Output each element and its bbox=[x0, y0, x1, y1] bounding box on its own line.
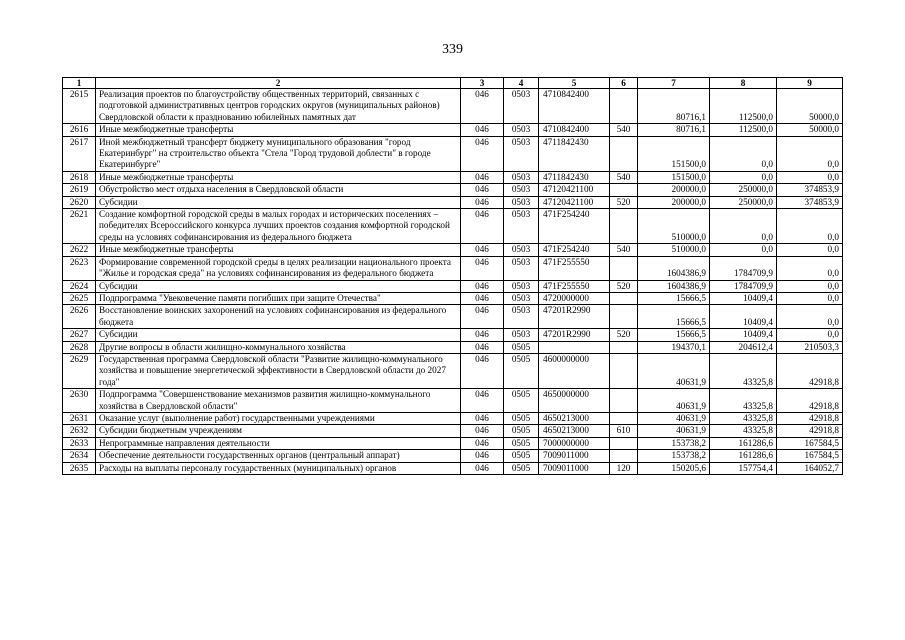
table-row bbox=[63, 196, 843, 208]
amount-year3-cell: 0,0 bbox=[777, 305, 843, 329]
target-code-cell: 4600000000 bbox=[539, 353, 610, 388]
amount-year2-cell: 161286,6 bbox=[710, 450, 777, 462]
section-code-cell: 0503 bbox=[504, 136, 539, 171]
amount-year3-cell: 0,0 bbox=[777, 244, 843, 256]
row-name-cell: Субсидии bbox=[96, 280, 461, 292]
row-number-cell: 2629 bbox=[63, 353, 96, 388]
budget-table bbox=[62, 77, 843, 475]
row-number-cell: 2615 bbox=[63, 89, 96, 124]
row-number-cell: 2616 bbox=[63, 124, 96, 136]
amount-year1-cell: 15666,5 bbox=[638, 329, 710, 341]
target-code-cell: 4650213000 bbox=[539, 425, 610, 437]
table-row bbox=[63, 136, 843, 171]
amount-year3-cell: 0,0 bbox=[777, 280, 843, 292]
amount-year2-cell: 43325,8 bbox=[710, 389, 777, 413]
ministry-code-cell: 046 bbox=[461, 462, 504, 474]
expense-type-cell bbox=[610, 292, 638, 304]
section-code-cell: 0503 bbox=[504, 305, 539, 329]
table-row bbox=[63, 412, 843, 424]
amount-year2-cell: 10409,4 bbox=[710, 329, 777, 341]
ministry-code-cell: 046 bbox=[461, 389, 504, 413]
row-number-cell: 2623 bbox=[63, 256, 96, 280]
expense-type-cell bbox=[610, 256, 638, 280]
table-row bbox=[63, 244, 843, 256]
row-number-cell: 2624 bbox=[63, 280, 96, 292]
ministry-code-cell: 046 bbox=[461, 450, 504, 462]
row-name-cell: Подпрограмма "Совершенствование механизмов развития жилищно-коммунального хозяйства в Свердловской области" bbox=[96, 389, 461, 413]
amount-year3-cell: 0,0 bbox=[777, 292, 843, 304]
ministry-code-cell: 046 bbox=[461, 171, 504, 183]
expense-type-cell bbox=[610, 412, 638, 424]
target-code-cell: 4711842430 bbox=[539, 171, 610, 183]
column-header: 5 bbox=[539, 78, 610, 89]
amount-year1-cell: 40631,9 bbox=[638, 353, 710, 388]
target-code-cell bbox=[539, 341, 610, 353]
row-number-cell: 2625 bbox=[63, 292, 96, 304]
column-header: 7 bbox=[638, 78, 710, 89]
table-row bbox=[63, 462, 843, 474]
row-name-cell: Реализация проектов по благоустройству общественных территорий, связанных с подготовкой административных центров городских округов (муниципальных районов) Свердловской области к празднованию юбилейных памятных дат bbox=[96, 89, 461, 124]
amount-year2-cell: 1784709,9 bbox=[710, 280, 777, 292]
row-number-cell: 2621 bbox=[63, 209, 96, 244]
amount-year3-cell: 50000,0 bbox=[777, 89, 843, 124]
amount-year3-cell: 42918,8 bbox=[777, 412, 843, 424]
amount-year1-cell: 153738,2 bbox=[638, 450, 710, 462]
amount-year1-cell: 510000,0 bbox=[638, 209, 710, 244]
row-number-cell: 2630 bbox=[63, 389, 96, 413]
expense-type-cell bbox=[610, 353, 638, 388]
amount-year2-cell: 0,0 bbox=[710, 171, 777, 183]
column-header: 4 bbox=[504, 78, 539, 89]
ministry-code-cell: 046 bbox=[461, 329, 504, 341]
row-number-cell: 2627 bbox=[63, 329, 96, 341]
ministry-code-cell: 046 bbox=[461, 425, 504, 437]
row-name-cell: Иные межбюджетные трансферты bbox=[96, 171, 461, 183]
amount-year3-cell: 0,0 bbox=[777, 256, 843, 280]
amount-year1-cell: 40631,9 bbox=[638, 425, 710, 437]
table-row bbox=[63, 341, 843, 353]
section-code-cell: 0503 bbox=[504, 292, 539, 304]
amount-year3-cell: 167584,5 bbox=[777, 450, 843, 462]
row-name-cell: Подпрограмма "Увековечение памяти погибших при защите Отечества" bbox=[96, 292, 461, 304]
amount-year2-cell: 112500,0 bbox=[710, 89, 777, 124]
row-name-cell: Субсидии bbox=[96, 196, 461, 208]
column-header: 8 bbox=[710, 78, 777, 89]
section-code-cell: 0505 bbox=[504, 341, 539, 353]
expense-type-cell: 520 bbox=[610, 280, 638, 292]
section-code-cell: 0503 bbox=[504, 184, 539, 196]
target-code-cell: 471F255550 bbox=[539, 280, 610, 292]
column-header: 1 bbox=[63, 78, 96, 89]
expense-type-cell bbox=[610, 341, 638, 353]
ministry-code-cell: 046 bbox=[461, 437, 504, 449]
amount-year3-cell: 0,0 bbox=[777, 171, 843, 183]
target-code-cell: 7009011000 bbox=[539, 462, 610, 474]
ministry-code-cell: 046 bbox=[461, 341, 504, 353]
amount-year1-cell: 153738,2 bbox=[638, 437, 710, 449]
row-name-cell: Иные межбюджетные трансферты bbox=[96, 244, 461, 256]
row-number-cell: 2617 bbox=[63, 136, 96, 171]
target-code-cell: 4710842400 bbox=[539, 89, 610, 124]
target-code-cell: 4710842400 bbox=[539, 124, 610, 136]
table-row bbox=[63, 171, 843, 183]
target-code-cell: 7000000000 bbox=[539, 437, 610, 449]
column-header: 2 bbox=[96, 78, 461, 89]
row-name-cell: Создание комфортной городской среды в малых городах и исторических поселениях – победителях Всероссийского конкурса лучших проектов создания комфортной городской среды на условиях софинансирования из федерального бюджета bbox=[96, 209, 461, 244]
expense-type-cell: 610 bbox=[610, 425, 638, 437]
row-number-cell: 2632 bbox=[63, 425, 96, 437]
ministry-code-cell: 046 bbox=[461, 353, 504, 388]
table-row bbox=[63, 437, 843, 449]
row-name-cell: Субсидии bbox=[96, 329, 461, 341]
ministry-code-cell: 046 bbox=[461, 136, 504, 171]
row-number-cell: 2631 bbox=[63, 412, 96, 424]
amount-year2-cell: 204612,4 bbox=[710, 341, 777, 353]
amount-year2-cell: 250000,0 bbox=[710, 196, 777, 208]
ministry-code-cell: 046 bbox=[461, 292, 504, 304]
amount-year3-cell: 0,0 bbox=[777, 136, 843, 171]
row-number-cell: 2619 bbox=[63, 184, 96, 196]
row-number-cell: 2618 bbox=[63, 171, 96, 183]
table-row bbox=[63, 353, 843, 388]
column-header: 9 bbox=[777, 78, 843, 89]
expense-type-cell: 520 bbox=[610, 329, 638, 341]
expense-type-cell: 540 bbox=[610, 171, 638, 183]
table-row bbox=[63, 329, 843, 341]
ministry-code-cell: 046 bbox=[461, 305, 504, 329]
section-code-cell: 0505 bbox=[504, 389, 539, 413]
amount-year2-cell: 0,0 bbox=[710, 136, 777, 171]
amount-year2-cell: 161286,6 bbox=[710, 437, 777, 449]
section-code-cell: 0505 bbox=[504, 462, 539, 474]
table-row bbox=[63, 124, 843, 136]
section-code-cell: 0503 bbox=[504, 196, 539, 208]
target-code-cell: 47201R2990 bbox=[539, 305, 610, 329]
target-code-cell: 4650213000 bbox=[539, 412, 610, 424]
section-code-cell: 0503 bbox=[504, 209, 539, 244]
amount-year3-cell: 42918,8 bbox=[777, 389, 843, 413]
table-row bbox=[63, 292, 843, 304]
row-number-cell: 2628 bbox=[63, 341, 96, 353]
section-code-cell: 0505 bbox=[504, 425, 539, 437]
amount-year3-cell: 374853,9 bbox=[777, 196, 843, 208]
amount-year2-cell: 0,0 bbox=[710, 209, 777, 244]
target-code-cell: 4650000000 bbox=[539, 389, 610, 413]
section-code-cell: 0503 bbox=[504, 280, 539, 292]
target-code-cell: 47201R2990 bbox=[539, 329, 610, 341]
section-code-cell: 0503 bbox=[504, 256, 539, 280]
expense-type-cell bbox=[610, 136, 638, 171]
target-code-cell: 471F254240 bbox=[539, 244, 610, 256]
amount-year1-cell: 80716,1 bbox=[638, 89, 710, 124]
expense-type-cell bbox=[610, 437, 638, 449]
row-name-cell: Иные межбюджетные трансферты bbox=[96, 124, 461, 136]
amount-year3-cell: 42918,8 bbox=[777, 353, 843, 388]
amount-year2-cell: 10409,4 bbox=[710, 292, 777, 304]
row-name-cell: Формирование современной городской среды в целях реализации национального проекта "Жилье и городская среда" на условиях софинансирования из федерального бюджета bbox=[96, 256, 461, 280]
section-code-cell: 0505 bbox=[504, 450, 539, 462]
table-row bbox=[63, 389, 843, 413]
amount-year1-cell: 151500,0 bbox=[638, 171, 710, 183]
row-number-cell: 2635 bbox=[63, 462, 96, 474]
amount-year1-cell: 1604386,9 bbox=[638, 280, 710, 292]
target-code-cell: 7009011000 bbox=[539, 450, 610, 462]
amount-year1-cell: 510000,0 bbox=[638, 244, 710, 256]
row-name-cell: Восстановление воинских захоронений на условиях софинансирования из федерального бюджета bbox=[96, 305, 461, 329]
expense-type-cell bbox=[610, 450, 638, 462]
amount-year2-cell: 10409,4 bbox=[710, 305, 777, 329]
amount-year2-cell: 0,0 bbox=[710, 244, 777, 256]
ministry-code-cell: 046 bbox=[461, 256, 504, 280]
row-number-cell: 2634 bbox=[63, 450, 96, 462]
table-row bbox=[63, 209, 843, 244]
ministry-code-cell: 046 bbox=[461, 244, 504, 256]
table-row bbox=[63, 256, 843, 280]
amount-year2-cell: 157754,4 bbox=[710, 462, 777, 474]
amount-year2-cell: 43325,8 bbox=[710, 412, 777, 424]
row-number-cell: 2622 bbox=[63, 244, 96, 256]
section-code-cell: 0503 bbox=[504, 329, 539, 341]
amount-year1-cell: 15666,5 bbox=[638, 305, 710, 329]
target-code-cell: 4711842430 bbox=[539, 136, 610, 171]
amount-year1-cell: 200000,0 bbox=[638, 184, 710, 196]
amount-year3-cell: 0,0 bbox=[777, 329, 843, 341]
expense-type-cell: 540 bbox=[610, 124, 638, 136]
amount-year3-cell: 374853,9 bbox=[777, 184, 843, 196]
target-code-cell: 4720000000 bbox=[539, 292, 610, 304]
row-name-cell: Непрограммные направления деятельности bbox=[96, 437, 461, 449]
ministry-code-cell: 046 bbox=[461, 280, 504, 292]
column-header: 3 bbox=[461, 78, 504, 89]
row-name-cell: Оказание услуг (выполнение работ) государственными учреждениями bbox=[96, 412, 461, 424]
table-row bbox=[63, 280, 843, 292]
ministry-code-cell: 046 bbox=[461, 89, 504, 124]
row-number-cell: 2633 bbox=[63, 437, 96, 449]
page-number: 339 bbox=[442, 42, 463, 57]
row-name-cell: Расходы на выплаты персоналу государственных (муниципальных) органов bbox=[96, 462, 461, 474]
table-row bbox=[63, 184, 843, 196]
row-number-cell: 2620 bbox=[63, 196, 96, 208]
expense-type-cell: 120 bbox=[610, 462, 638, 474]
row-name-cell: Субсидии бюджетным учреждениям bbox=[96, 425, 461, 437]
amount-year1-cell: 80716,1 bbox=[638, 124, 710, 136]
amount-year3-cell: 42918,8 bbox=[777, 425, 843, 437]
amount-year1-cell: 200000,0 bbox=[638, 196, 710, 208]
target-code-cell: 47120421100 bbox=[539, 184, 610, 196]
amount-year3-cell: 50000,0 bbox=[777, 124, 843, 136]
table-header-row bbox=[63, 78, 843, 89]
amount-year1-cell: 150205,6 bbox=[638, 462, 710, 474]
section-code-cell: 0503 bbox=[504, 89, 539, 124]
row-name-cell: Иной межбюджетный трансферт бюджету муниципального образования "город Екатеринбург" на строительство объекта "Стела "Город трудовой доблести" в городе Екатеринбурге" bbox=[96, 136, 461, 171]
amount-year3-cell: 210503,3 bbox=[777, 341, 843, 353]
table-row bbox=[63, 89, 843, 124]
amount-year1-cell: 151500,0 bbox=[638, 136, 710, 171]
amount-year2-cell: 43325,8 bbox=[710, 353, 777, 388]
amount-year1-cell: 1604386,9 bbox=[638, 256, 710, 280]
section-code-cell: 0503 bbox=[504, 124, 539, 136]
ministry-code-cell: 046 bbox=[461, 196, 504, 208]
amount-year2-cell: 43325,8 bbox=[710, 425, 777, 437]
amount-year1-cell: 194370,1 bbox=[638, 341, 710, 353]
table-row bbox=[63, 305, 843, 329]
target-code-cell: 47120421100 bbox=[539, 196, 610, 208]
row-number-cell: 2626 bbox=[63, 305, 96, 329]
expense-type-cell bbox=[610, 89, 638, 124]
table-row bbox=[63, 425, 843, 437]
section-code-cell: 0505 bbox=[504, 437, 539, 449]
ministry-code-cell: 046 bbox=[461, 184, 504, 196]
amount-year2-cell: 112500,0 bbox=[710, 124, 777, 136]
row-name-cell: Другие вопросы в области жилищно-коммунального хозяйства bbox=[96, 341, 461, 353]
amount-year3-cell: 164052,7 bbox=[777, 462, 843, 474]
column-header: 6 bbox=[610, 78, 638, 89]
expense-type-cell: 540 bbox=[610, 244, 638, 256]
ministry-code-cell: 046 bbox=[461, 124, 504, 136]
amount-year1-cell: 40631,9 bbox=[638, 389, 710, 413]
ministry-code-cell: 046 bbox=[461, 412, 504, 424]
amount-year3-cell: 0,0 bbox=[777, 209, 843, 244]
expense-type-cell bbox=[610, 389, 638, 413]
amount-year3-cell: 167584,5 bbox=[777, 437, 843, 449]
row-name-cell: Государственная программа Свердловской области "Развитие жилищно-коммунального хозяйства и повышение энергетической эффективности в Свердловской области до 2027 года" bbox=[96, 353, 461, 388]
section-code-cell: 0505 bbox=[504, 412, 539, 424]
target-code-cell: 471F255550 bbox=[539, 256, 610, 280]
amount-year1-cell: 15666,5 bbox=[638, 292, 710, 304]
amount-year1-cell: 40631,9 bbox=[638, 412, 710, 424]
section-code-cell: 0505 bbox=[504, 353, 539, 388]
expense-type-cell bbox=[610, 209, 638, 244]
table-row bbox=[63, 450, 843, 462]
target-code-cell: 471F254240 bbox=[539, 209, 610, 244]
ministry-code-cell: 046 bbox=[461, 209, 504, 244]
row-name-cell: Обустройство мест отдыха населения в Свердловской области bbox=[96, 184, 461, 196]
amount-year2-cell: 250000,0 bbox=[710, 184, 777, 196]
amount-year2-cell: 1784709,9 bbox=[710, 256, 777, 280]
section-code-cell: 0503 bbox=[504, 171, 539, 183]
expense-type-cell bbox=[610, 184, 638, 196]
expense-type-cell bbox=[610, 305, 638, 329]
expense-type-cell: 520 bbox=[610, 196, 638, 208]
row-name-cell: Обеспечение деятельности государственных органов (центральный аппарат) bbox=[96, 450, 461, 462]
table-body bbox=[63, 89, 843, 475]
section-code-cell: 0503 bbox=[504, 244, 539, 256]
